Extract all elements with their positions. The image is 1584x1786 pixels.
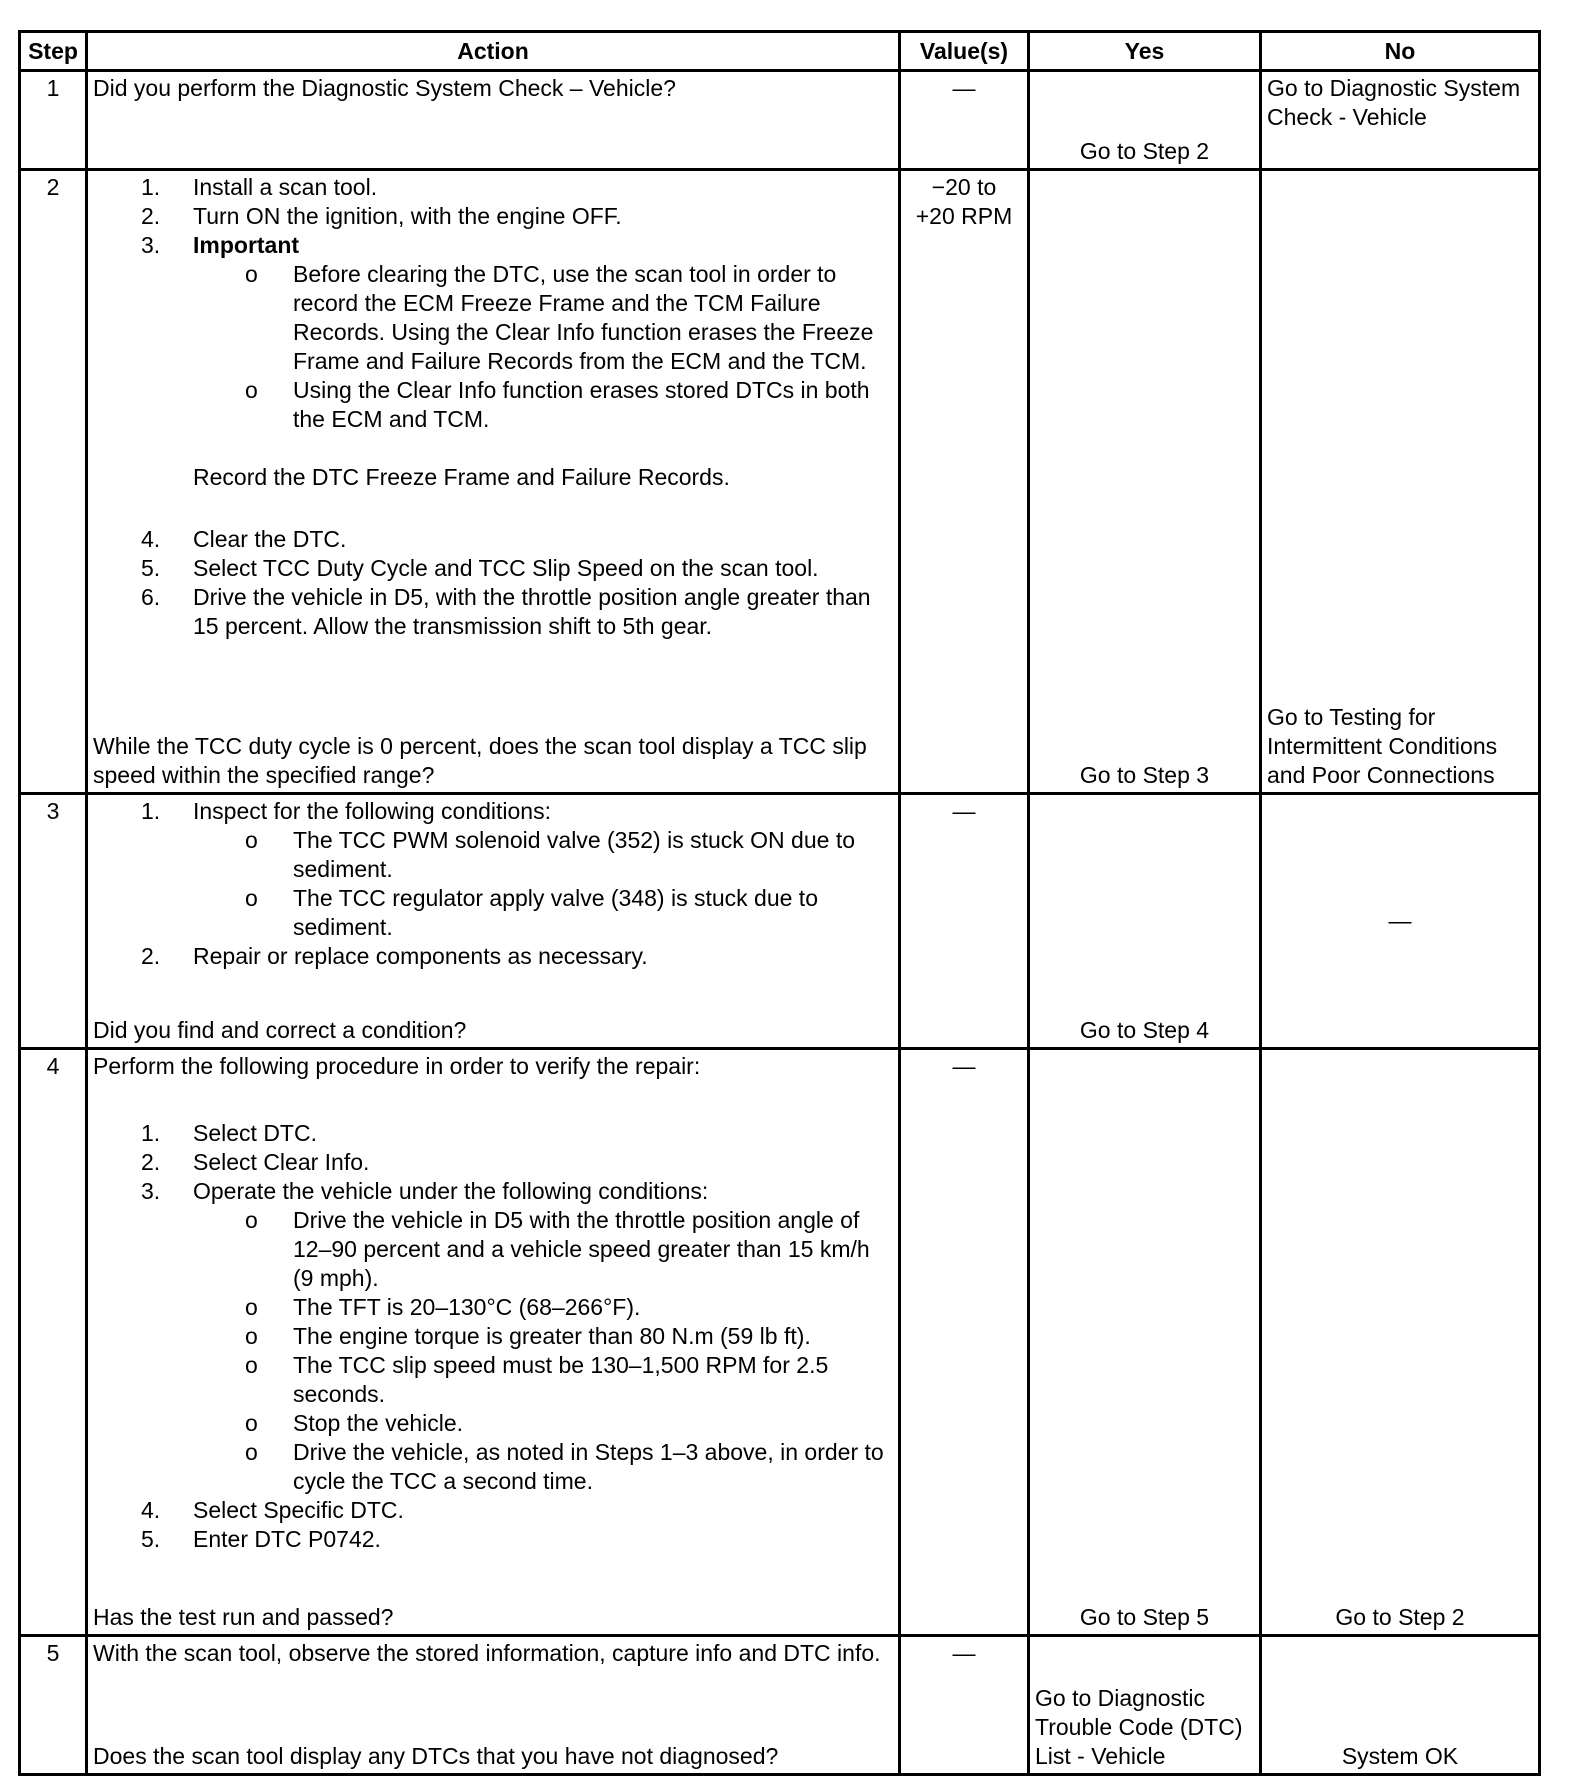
item-number: 2. <box>141 943 161 969</box>
item-text: Select Clear Info. <box>193 1149 370 1175</box>
item-text: Install a scan tool. <box>193 174 378 200</box>
sub-item-text: The engine torque is greater than 80 N.m (59 lb ft). <box>293 1323 811 1349</box>
yes-cell <box>1029 794 1261 1049</box>
list-item <box>93 583 893 641</box>
sub-item <box>93 884 893 942</box>
no-cell <box>1261 794 1540 1049</box>
yes-link[interactable]: Go to Step 5 <box>1079 1604 1210 1630</box>
no-link[interactable]: Go to Diagnostic System Check - Vehicle <box>1267 75 1521 130</box>
item-number: 6. <box>141 584 161 610</box>
header-values: Value(s) <box>900 32 1029 71</box>
sub-item <box>93 1206 893 1293</box>
item-number: 4. <box>141 1497 161 1523</box>
list-item <box>93 231 893 521</box>
sub-item-text: The TCC slip speed must be 130–1,500 RPM for 2.5 seconds. <box>293 1352 829 1407</box>
sub-item-text: The TCC regulator apply valve (348) is stuck due to sediment. <box>293 885 818 940</box>
table-row-step-3 <box>20 794 1540 1049</box>
table-row-step-5 <box>20 1636 1540 1775</box>
step-number: 5 <box>20 1636 87 1775</box>
table-row-step-1 <box>20 71 1540 170</box>
bullet-icon: o <box>245 1323 258 1349</box>
sub-list <box>193 826 893 942</box>
header-row <box>20 32 1540 71</box>
bullet-icon: o <box>245 1294 258 1320</box>
action-question: Does the scan tool display any DTCs that you have not diagnosed? <box>93 1743 779 1769</box>
step-number: 4 <box>20 1049 87 1636</box>
list-item <box>93 1177 893 1496</box>
sub-item <box>93 1409 893 1438</box>
bullet-icon: o <box>245 827 258 853</box>
no-result: System OK <box>1341 1743 1459 1769</box>
yes-cell <box>1029 1636 1261 1775</box>
item-text: Turn ON the ignition, with the engine OFF. <box>193 203 622 229</box>
procedure-list <box>93 173 893 641</box>
list-item <box>93 1525 893 1554</box>
no-link[interactable]: Go to Step 2 <box>1335 1604 1465 1630</box>
item-number: 3. <box>141 1178 161 1204</box>
item-number: 2. <box>141 203 161 229</box>
value-cell <box>900 170 1029 794</box>
sub-item-text: The TFT is 20–130°C (68–266°F). <box>293 1294 641 1320</box>
sub-item <box>93 1322 893 1351</box>
value-line: +20 RPM <box>915 203 1013 229</box>
list-item <box>93 797 893 942</box>
sub-list <box>193 260 893 434</box>
list-item <box>93 942 893 971</box>
header-no: No <box>1261 32 1540 71</box>
value-cell: — <box>900 1636 1029 1775</box>
item-number: 1. <box>141 1120 161 1146</box>
value-cell: — <box>900 794 1029 1049</box>
action-intro: Perform the following procedure in order to verify the repair: <box>93 1053 701 1079</box>
sub-item <box>93 826 893 884</box>
step-number: 3 <box>20 794 87 1049</box>
bullet-icon: o <box>245 261 258 287</box>
yes-link[interactable]: Go to Diagnostic Trouble Code (DTC) List - Vehicle <box>1035 1685 1243 1769</box>
list-item <box>93 1119 893 1148</box>
record-note: Record the DTC Freeze Frame and Failure Records. <box>193 464 730 490</box>
sub-item-text: Drive the vehicle, as noted in Steps 1–3 above, in order to cycle the TCC a second time. <box>293 1439 884 1494</box>
action-intro: With the scan tool, observe the stored information, capture info and DTC info. <box>93 1640 881 1666</box>
bullet-icon: o <box>245 885 258 911</box>
item-text: Select TCC Duty Cycle and TCC Slip Speed on the scan tool. <box>193 555 819 581</box>
procedure-list <box>93 1119 893 1554</box>
bullet-icon: o <box>245 377 258 403</box>
list-item <box>93 554 893 583</box>
item-number: 5. <box>141 1526 161 1552</box>
sub-item <box>93 1438 893 1496</box>
bullet-icon: o <box>245 1410 258 1436</box>
header-yes: Yes <box>1029 32 1261 71</box>
yes-link[interactable]: Go to Step 4 <box>1079 1017 1210 1043</box>
list-item <box>93 202 893 231</box>
diagnostic-table <box>18 30 1541 1776</box>
sub-item <box>93 260 893 376</box>
no-cell <box>1261 1049 1540 1636</box>
no-link[interactable]: Go to Testing for Intermittent Conditions and Poor Connections <box>1267 704 1498 788</box>
value-line: −20 to <box>931 174 997 200</box>
action-question: Did you find and correct a condition? <box>93 1017 467 1043</box>
yes-link[interactable]: Go to Step 3 <box>1079 762 1210 788</box>
header-step: Step <box>20 32 87 71</box>
action-cell <box>87 794 900 1049</box>
list-item <box>93 173 893 202</box>
value-cell: — <box>900 71 1029 170</box>
action-cell <box>87 1049 900 1636</box>
item-text: Select DTC. <box>193 1120 317 1146</box>
action-cell <box>87 71 900 170</box>
sub-item-text: Stop the vehicle. <box>293 1410 464 1436</box>
item-text: Inspect for the following conditions: <box>193 798 551 824</box>
item-number: 5. <box>141 555 161 581</box>
item-number: 1. <box>141 798 161 824</box>
sub-item <box>93 376 893 434</box>
action-question: Has the test run and passed? <box>93 1604 394 1630</box>
yes-link[interactable]: Go to Step 2 <box>1079 138 1210 164</box>
list-item <box>93 1496 893 1525</box>
sub-list <box>193 1206 893 1496</box>
no-cell <box>1261 1636 1540 1775</box>
item-number: 1. <box>141 174 161 200</box>
item-number: 2. <box>141 1149 161 1175</box>
yes-cell <box>1029 71 1261 170</box>
item-number: 3. <box>141 232 161 258</box>
bullet-icon: o <box>245 1207 258 1233</box>
action-question: Did you perform the Diagnostic System Check – Vehicle? <box>93 75 676 101</box>
sub-item <box>93 1293 893 1322</box>
list-item <box>93 1148 893 1177</box>
item-text: Repair or replace components as necessary. <box>193 943 648 969</box>
step-number: 2 <box>20 170 87 794</box>
action-cell <box>87 1636 900 1775</box>
sub-item-text: Using the Clear Info function erases stored DTCs in both the ECM and TCM. <box>293 377 870 432</box>
no-link: — <box>1388 907 1412 934</box>
item-text: Clear the DTC. <box>193 526 347 552</box>
action-cell <box>87 170 900 794</box>
important-label: Important <box>193 232 300 258</box>
bullet-icon: o <box>245 1439 258 1465</box>
list-item <box>93 525 893 554</box>
table-row-step-2 <box>20 170 1540 794</box>
item-text: Drive the vehicle in D5, with the throttle position angle greater than 15 percent. Allow the transmission shift to 5th gear. <box>193 584 871 639</box>
sub-item-text: The TCC PWM solenoid valve (352) is stuck ON due to sediment. <box>293 827 856 882</box>
step-number: 1 <box>20 71 87 170</box>
yes-cell <box>1029 170 1261 794</box>
value-cell: — <box>900 1049 1029 1636</box>
yes-cell <box>1029 1049 1261 1636</box>
action-question: While the TCC duty cycle is 0 percent, does the scan tool display a TCC slip speed within the specified range? <box>93 733 867 788</box>
item-number: 4. <box>141 526 161 552</box>
sub-item <box>93 1351 893 1409</box>
procedure-list <box>93 797 893 971</box>
no-cell <box>1261 71 1540 170</box>
header-action: Action <box>87 32 900 71</box>
item-text: Operate the vehicle under the following conditions: <box>193 1178 709 1204</box>
no-cell <box>1261 170 1540 794</box>
item-text: Enter DTC P0742. <box>193 1526 381 1552</box>
item-text: Select Specific DTC. <box>193 1497 404 1523</box>
table-row-step-4 <box>20 1049 1540 1636</box>
bullet-icon: o <box>245 1352 258 1378</box>
sub-item-text: Before clearing the DTC, use the scan tool in order to record the ECM Freeze Frame and the TCM Failure Records. Using the Clear Info function erases the Freeze Frame and Failure Records from the ECM and the TCM. <box>293 261 874 374</box>
sub-item-text: Drive the vehicle in D5 with the throttle position angle of 12–90 percent and a vehicle speed greater than 15 km/h (9 mph). <box>293 1207 870 1291</box>
